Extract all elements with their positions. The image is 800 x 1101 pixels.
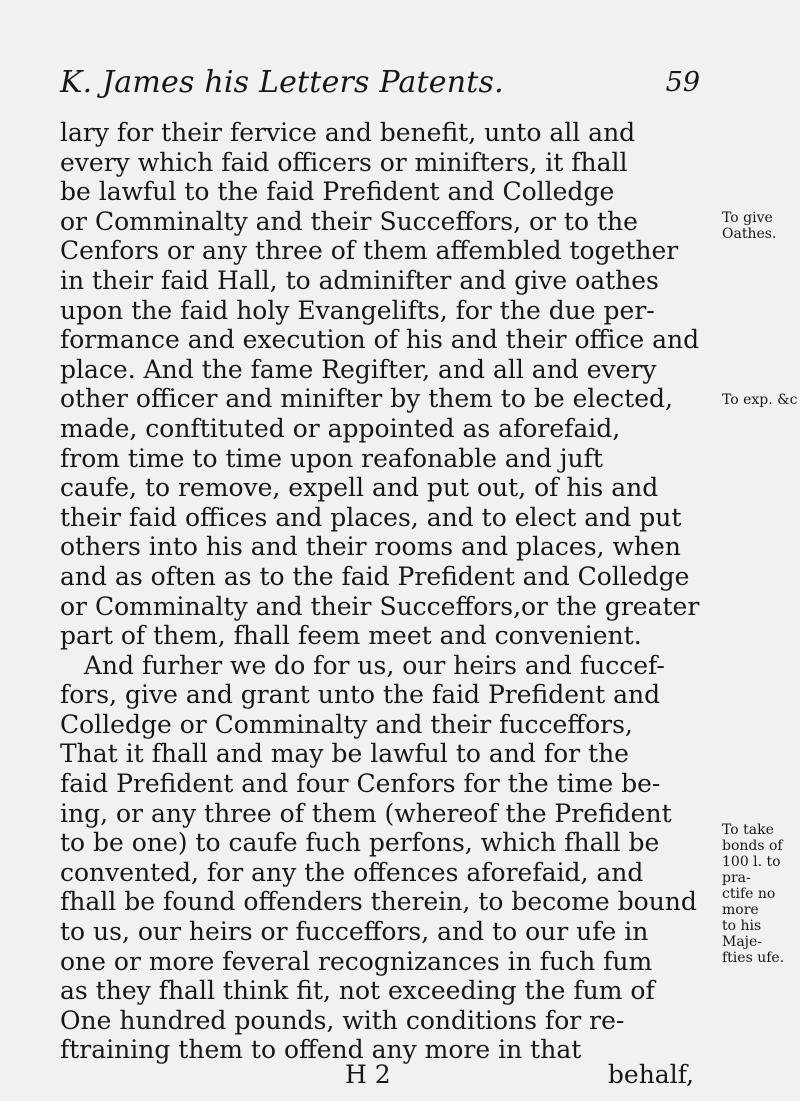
text-line: convented, for any the offences aforefaid, and (60, 857, 644, 887)
text-line: One hundred pounds, with conditions for re- (60, 1005, 625, 1035)
paragraph-start-line: And furher we do for us, our heirs and fuccef- (60, 650, 665, 680)
text-line: Colledge or Comminalty and their fucceffors, (60, 709, 633, 739)
text-line: formance and execution of his and their office and (60, 325, 700, 355)
text-line: as they fhall think fit, not exceeding the fum of (60, 976, 655, 1006)
body-text (60, 118, 700, 1065)
text-line: or Comminalty and their Succeffors,or the greater (60, 591, 700, 621)
text-line: Cenfors or any three of them affembled together (60, 236, 679, 266)
text-line: or Comminalty and their Succeffors, or to the (60, 206, 638, 236)
text-line: from time to time upon reafonable and juft (60, 443, 603, 473)
page-footer (60, 1060, 694, 1090)
catchword: behalf, (607, 1060, 694, 1089)
text-line: and as often as to the faid Prefident and Colledge (60, 561, 690, 591)
text-line: faid Prefident and four Cenfors for the time be- (60, 769, 661, 799)
page-number: 59 (665, 67, 700, 98)
text-line: one or more feveral recognizances in fuch fum (60, 946, 653, 976)
text-line: ftraining them to offend any more in that (60, 1035, 582, 1065)
text-line: lary for their fervice and benefit, unto all and (60, 118, 636, 147)
text-line: be lawful to the faid Prefident and Colledge (60, 177, 615, 207)
text-line: ing, or any three of them (whereof the Prefident (60, 798, 672, 828)
text-line: to be one) to caufe fuch perfons, which fhall be (60, 828, 660, 858)
margin-note-take-bonds: To take bonds of 100 l. to pra- ctife no more to his Maje- fties ufe. (722, 822, 785, 966)
text-line: others into his and their rooms and places, when (60, 532, 681, 562)
text-line: place. And the fame Regifter, and all and every (60, 354, 657, 384)
margin-note-give-oathes: To give Oathes. (722, 210, 777, 242)
text-line: fhall be found offenders therein, to become bound (60, 887, 697, 917)
text-line: in their faid Hall, to adminifter and give oathes (60, 265, 659, 295)
running-head: K. James his Letters Patents. (60, 65, 504, 100)
text-line: other officer and minifter by them to be elected, (60, 384, 673, 414)
text-line: fors, give and grant unto the faid Prefident and (60, 680, 661, 710)
text-line: every which faid officers or minifters, it fhall (60, 147, 628, 177)
text-line: made, conftituted or appointed as aforefaid, (60, 413, 621, 443)
text-line: to us, our heirs or fucceffors, and to our ufe in (60, 917, 649, 947)
margin-note-expel: To exp. &c (722, 392, 798, 408)
text-line: upon the faid holy Evangelifts, for the due per- (60, 295, 655, 325)
text-line: caufe, to remove, expell and put out, of his and (60, 473, 659, 503)
page-header (60, 60, 700, 106)
text-line: their faid offices and places, and to elect and put (60, 502, 682, 532)
signature-mark: H 2 (345, 1060, 391, 1089)
text-line: That it fhall and may be lawful to and for the (60, 739, 629, 769)
text-line: part of them, fhall feem meet and convenient. (60, 621, 642, 651)
